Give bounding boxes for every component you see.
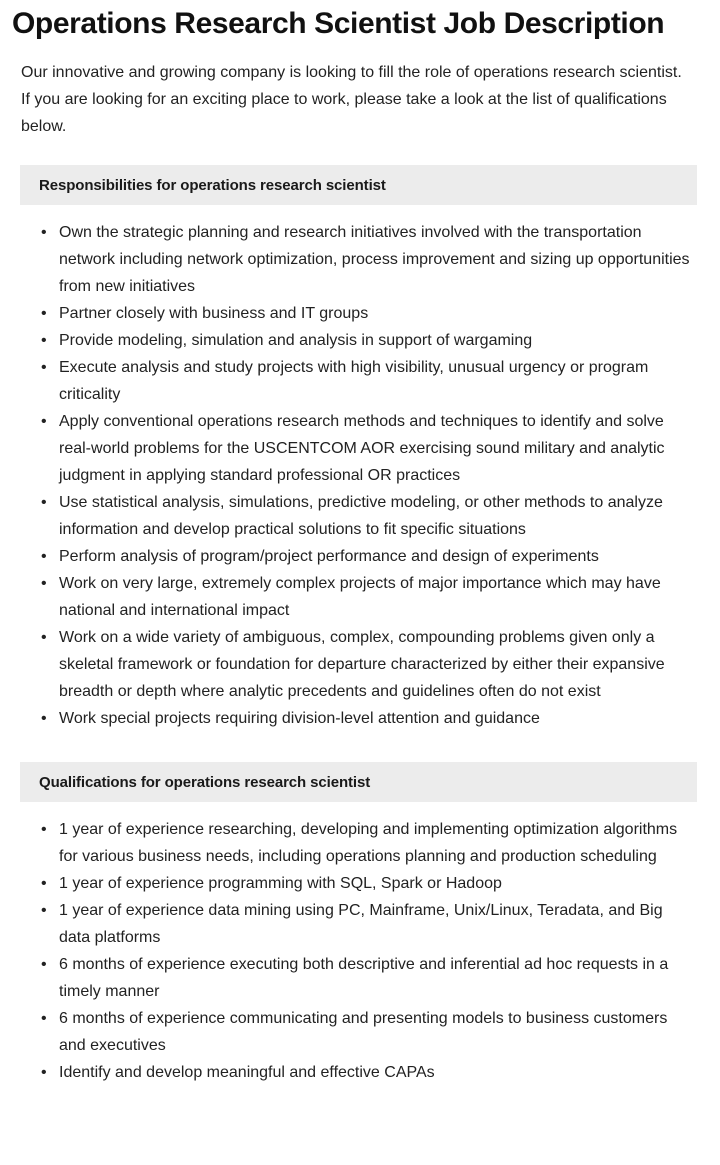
list-item: • Execute analysis and study projects with high visibility, unusual urgency or program criticality <box>0 354 695 408</box>
section-header-title: Qualifications for operations research scientist <box>39 773 371 791</box>
section-header-title: Responsibilities for operations research scientist <box>39 176 386 194</box>
list-item: • Work special projects requiring division-level attention and guidance <box>0 705 695 732</box>
list-item: • Work on a wide variety of ambiguous, complex, compounding problems given only a skeletal framework or foundation for departure characterized by either their expansive breadth or depth where analytic precedents and guidelines often do not exist <box>0 624 695 705</box>
list-item: • Own the strategic planning and research initiatives involved with the transportation network including network optimization, process improvement and sizing up opportunities from new initiatives <box>0 219 695 300</box>
list-item: • Partner closely with business and IT groups <box>0 300 695 327</box>
section-header-responsibilities <box>20 165 697 205</box>
list-item: • 6 months of experience communicating and presenting models to business customers and executives <box>0 1005 695 1059</box>
spacer <box>0 732 720 762</box>
list-item: • 1 year of experience programming with SQL, Spark or Hadoop <box>0 870 695 897</box>
qualifications-list <box>0 816 720 1086</box>
list-item: • 1 year of experience data mining using PC, Mainframe, Unix/Linux, Teradata, and Big data platforms <box>0 897 695 951</box>
list-item: • Use statistical analysis, simulations, predictive modeling, or other methods to analyze information and develop practical solutions to fit specific situations <box>0 489 695 543</box>
spacer <box>0 802 720 816</box>
list-item: • Identify and develop meaningful and effective CAPAs <box>0 1059 695 1086</box>
section-header-qualifications <box>20 762 697 802</box>
responsibilities-list <box>0 219 720 732</box>
list-item: • 6 months of experience executing both descriptive and inferential ad hoc requests in a timely manner <box>0 951 695 1005</box>
list-item: • Provide modeling, simulation and analysis in support of wargaming <box>0 327 695 354</box>
list-item: • 1 year of experience researching, developing and implementing optimization algorithms for various business needs, including operations planning and production scheduling <box>0 816 695 870</box>
list-item: • Perform analysis of program/project performance and design of experiments <box>0 543 695 570</box>
qualifications-section <box>0 762 720 1086</box>
page-title: Operations Research Scientist Job Description <box>12 7 665 40</box>
responsibilities-section <box>0 165 720 732</box>
spacer <box>0 205 720 219</box>
list-item: • Apply conventional operations research methods and techniques to identify and solve real-world problems for the USCENTCOM AOR exercising sound military and analytic judgment in applying standard professional OR practices <box>0 408 695 489</box>
list-item: • Work on very large, extremely complex projects of major importance which may have national and international impact <box>0 570 695 624</box>
intro-paragraph: Our innovative and growing company is looking to fill the role of operations research scientist. If you are looking for an exciting place to work, please take a look at the list of qualifications below. <box>21 64 682 136</box>
spacer <box>0 140 720 165</box>
